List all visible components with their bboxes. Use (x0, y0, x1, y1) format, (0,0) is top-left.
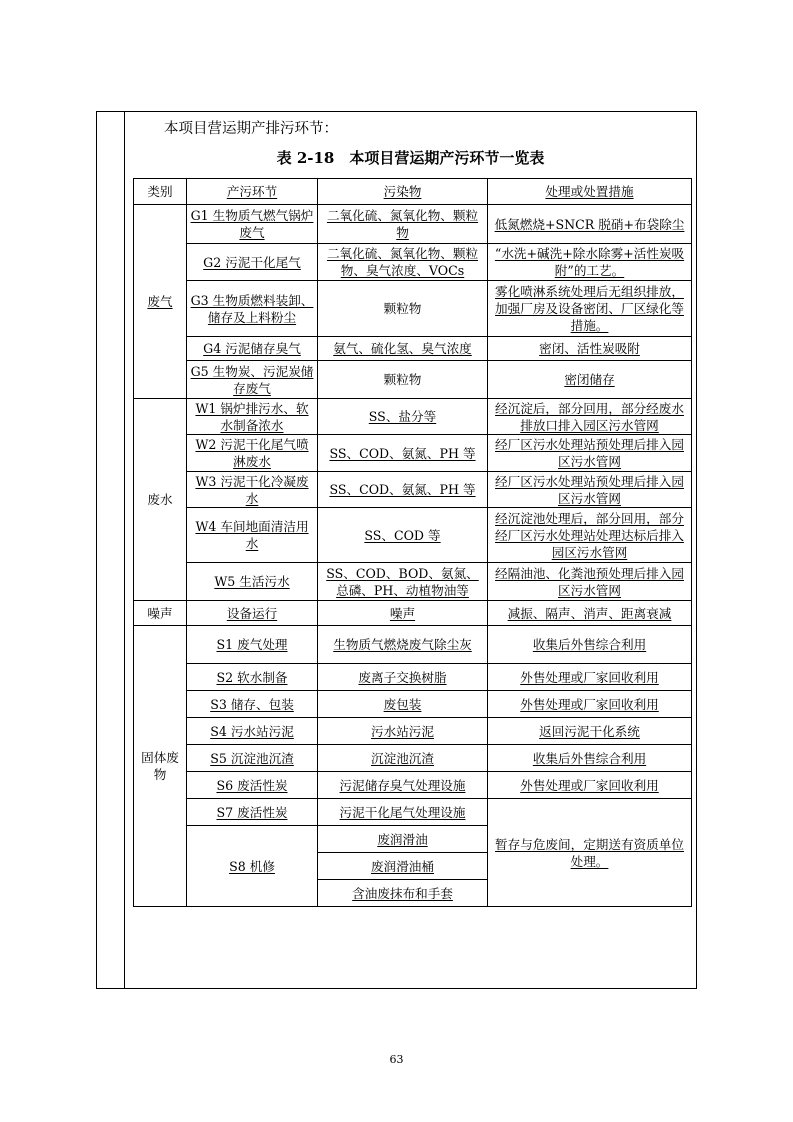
pollutant-cell: SS、COD、氨氮、PH 等 (318, 435, 488, 472)
pollutant-cell: 氨气、硫化氢、臭气浓度 (318, 337, 488, 361)
pollutant-cell: 废离子交换树脂 (318, 664, 488, 691)
pollutant-cell: 废包装 (318, 691, 488, 718)
table-row (134, 337, 692, 361)
table-row (134, 772, 692, 799)
table-row (134, 205, 692, 244)
table-row (134, 664, 692, 691)
category-cell: 噪声 (134, 601, 187, 626)
treatment-cell: 经厂区污水处理站预处理后排入园区污水管网 (488, 435, 692, 472)
treatment-cell: 经沉淀后，部分回用，部分经废水排放口排入园区污水管网 (488, 399, 692, 435)
treatment-cell: “水洗+碱洗+除水除雾+活性炭吸附”的工艺。 (488, 244, 692, 281)
pollutant-cell: 颗粒物 (318, 361, 488, 399)
stage-cell: S7 废活性炭 (187, 799, 318, 826)
pollutant-cell: SS、COD 等 (318, 508, 488, 563)
treatment-cell: 密闭、活性炭吸附 (488, 337, 692, 361)
table-row (134, 244, 692, 281)
table-row (134, 508, 692, 563)
stage-cell: G2 污泥干化尾气 (187, 244, 318, 281)
stage-cell: W4 车间地面清洁用水 (187, 508, 318, 563)
pollutant-cell: 废润滑油桶 (318, 853, 488, 880)
stage-cell: G3 生物质燃料装卸、储存及上料粉尘 (187, 281, 318, 337)
treatment-cell: 收集后外售综合利用 (488, 626, 692, 664)
category-cell: 废水 (134, 399, 187, 601)
header-stage: 产污环节 (187, 179, 318, 205)
table-row (134, 435, 692, 472)
table-header-row (134, 179, 692, 205)
table-row (134, 799, 692, 826)
treatment-cell: 低氮燃烧+SNCR 脱硝+布袋除尘 (488, 205, 692, 244)
stage-cell: S1 废气处理 (187, 626, 318, 664)
category-cell: 固体废物 (134, 626, 187, 907)
stage-cell: S2 软水制备 (187, 664, 318, 691)
pollutant-cell: 含油废抹布和手套 (318, 880, 488, 907)
table-caption: 表 2-18 本项目营运期产污环节一览表 (276, 149, 545, 167)
pollutant-cell: 颗粒物 (318, 281, 488, 337)
category-cell: 废气 (134, 205, 187, 399)
table-row (134, 472, 692, 508)
stage-cell: S4 污水站污泥 (187, 718, 318, 745)
page-number: 63 (389, 1053, 404, 1066)
pollutant-cell: 污泥储存臭气处理设施 (318, 772, 488, 799)
pollutant-cell: 废润滑油 (318, 826, 488, 853)
treatment-cell: 外售处理或厂家回收利用 (488, 772, 692, 799)
treatment-cell: 经隔油池、化粪池预处理后排入园区污水管网 (488, 563, 692, 601)
stage-cell: G1 生物质气燃气锅炉废气 (187, 205, 318, 244)
table-row (134, 718, 692, 745)
stage-cell: 设备运行 (187, 601, 318, 626)
stage-cell: S5 沉淀池沉渣 (187, 745, 318, 772)
intro-text: 本项目营运期产排污环节： (164, 121, 338, 137)
treatment-cell: 外售处理或厂家回收利用 (488, 691, 692, 718)
treatment-cell: 收集后外售综合利用 (488, 745, 692, 772)
treatment-cell: 密闭储存 (488, 361, 692, 399)
pollutant-cell: 沉淀池沉渣 (318, 745, 488, 772)
table-row (134, 361, 692, 399)
treatment-cell: 外售处理或厂家回收利用 (488, 664, 692, 691)
pollution-table (133, 178, 692, 907)
table-row (134, 281, 692, 337)
pollutant-cell: SS、COD、氨氮、PH 等 (318, 472, 488, 508)
pollutant-cell: 生物质气燃烧废气除尘灰 (318, 626, 488, 664)
pollutant-cell: 二氧化硫、氮氧化物、颗粒物、臭气浓度、VOCs (318, 244, 488, 281)
stage-cell: W1 锅炉排污水、软水制备浓水 (187, 399, 318, 435)
header-pollutant: 污染物 (318, 179, 488, 205)
stage-cell: W2 污泥干化尾气喷淋废水 (187, 435, 318, 472)
treatment-cell: 返回污泥干化系统 (488, 718, 692, 745)
treatment-cell: 经厂区污水处理站预处理后排入园区污水管网 (488, 472, 692, 508)
treatment-cell: 雾化喷淋系统处理后无组织排放，加强厂房及设备密闭、厂区绿化等措施。 (488, 281, 692, 337)
stage-cell: W3 污泥干化冷凝废水 (187, 472, 318, 508)
table-row (134, 626, 692, 664)
stage-cell: G4 污泥储存臭气 (187, 337, 318, 361)
pollutant-cell: SS、盐分等 (318, 399, 488, 435)
stage-cell: W5 生活污水 (187, 563, 318, 601)
table-row (134, 563, 692, 601)
stage-cell: G5 生物炭、污泥炭储存废气 (187, 361, 318, 399)
treatment-cell: 经沉淀池处理后，部分回用，部分经厂区污水处理站处理达标后排入园区污水管网 (488, 508, 692, 563)
table-row (134, 691, 692, 718)
header-category: 类别 (134, 179, 187, 205)
pollutant-cell: 污泥干化尾气处理设施 (318, 799, 488, 826)
header-treatment: 处理或处置措施 (488, 179, 692, 205)
pollutant-cell: SS、COD、BOD、氨氮、总磷、PH、动植物油等 (318, 563, 488, 601)
stage-cell: S6 废活性炭 (187, 772, 318, 799)
pollutant-cell: 噪声 (318, 601, 488, 626)
table-row (134, 601, 692, 626)
pollutant-cell: 污水站污泥 (318, 718, 488, 745)
stage-cell: S8 机修 (187, 826, 318, 907)
stage-cell: S3 储存、包装 (187, 691, 318, 718)
table-row (134, 399, 692, 435)
pollutant-cell: 二氧化硫、氮氧化物、颗粒物 (318, 205, 488, 244)
table-row (134, 745, 692, 772)
treatment-cell: 暂存与危废间，定期送有资质单位处理。 (488, 799, 692, 907)
treatment-cell: 减振、隔声、消声、距离衰减 (488, 601, 692, 626)
